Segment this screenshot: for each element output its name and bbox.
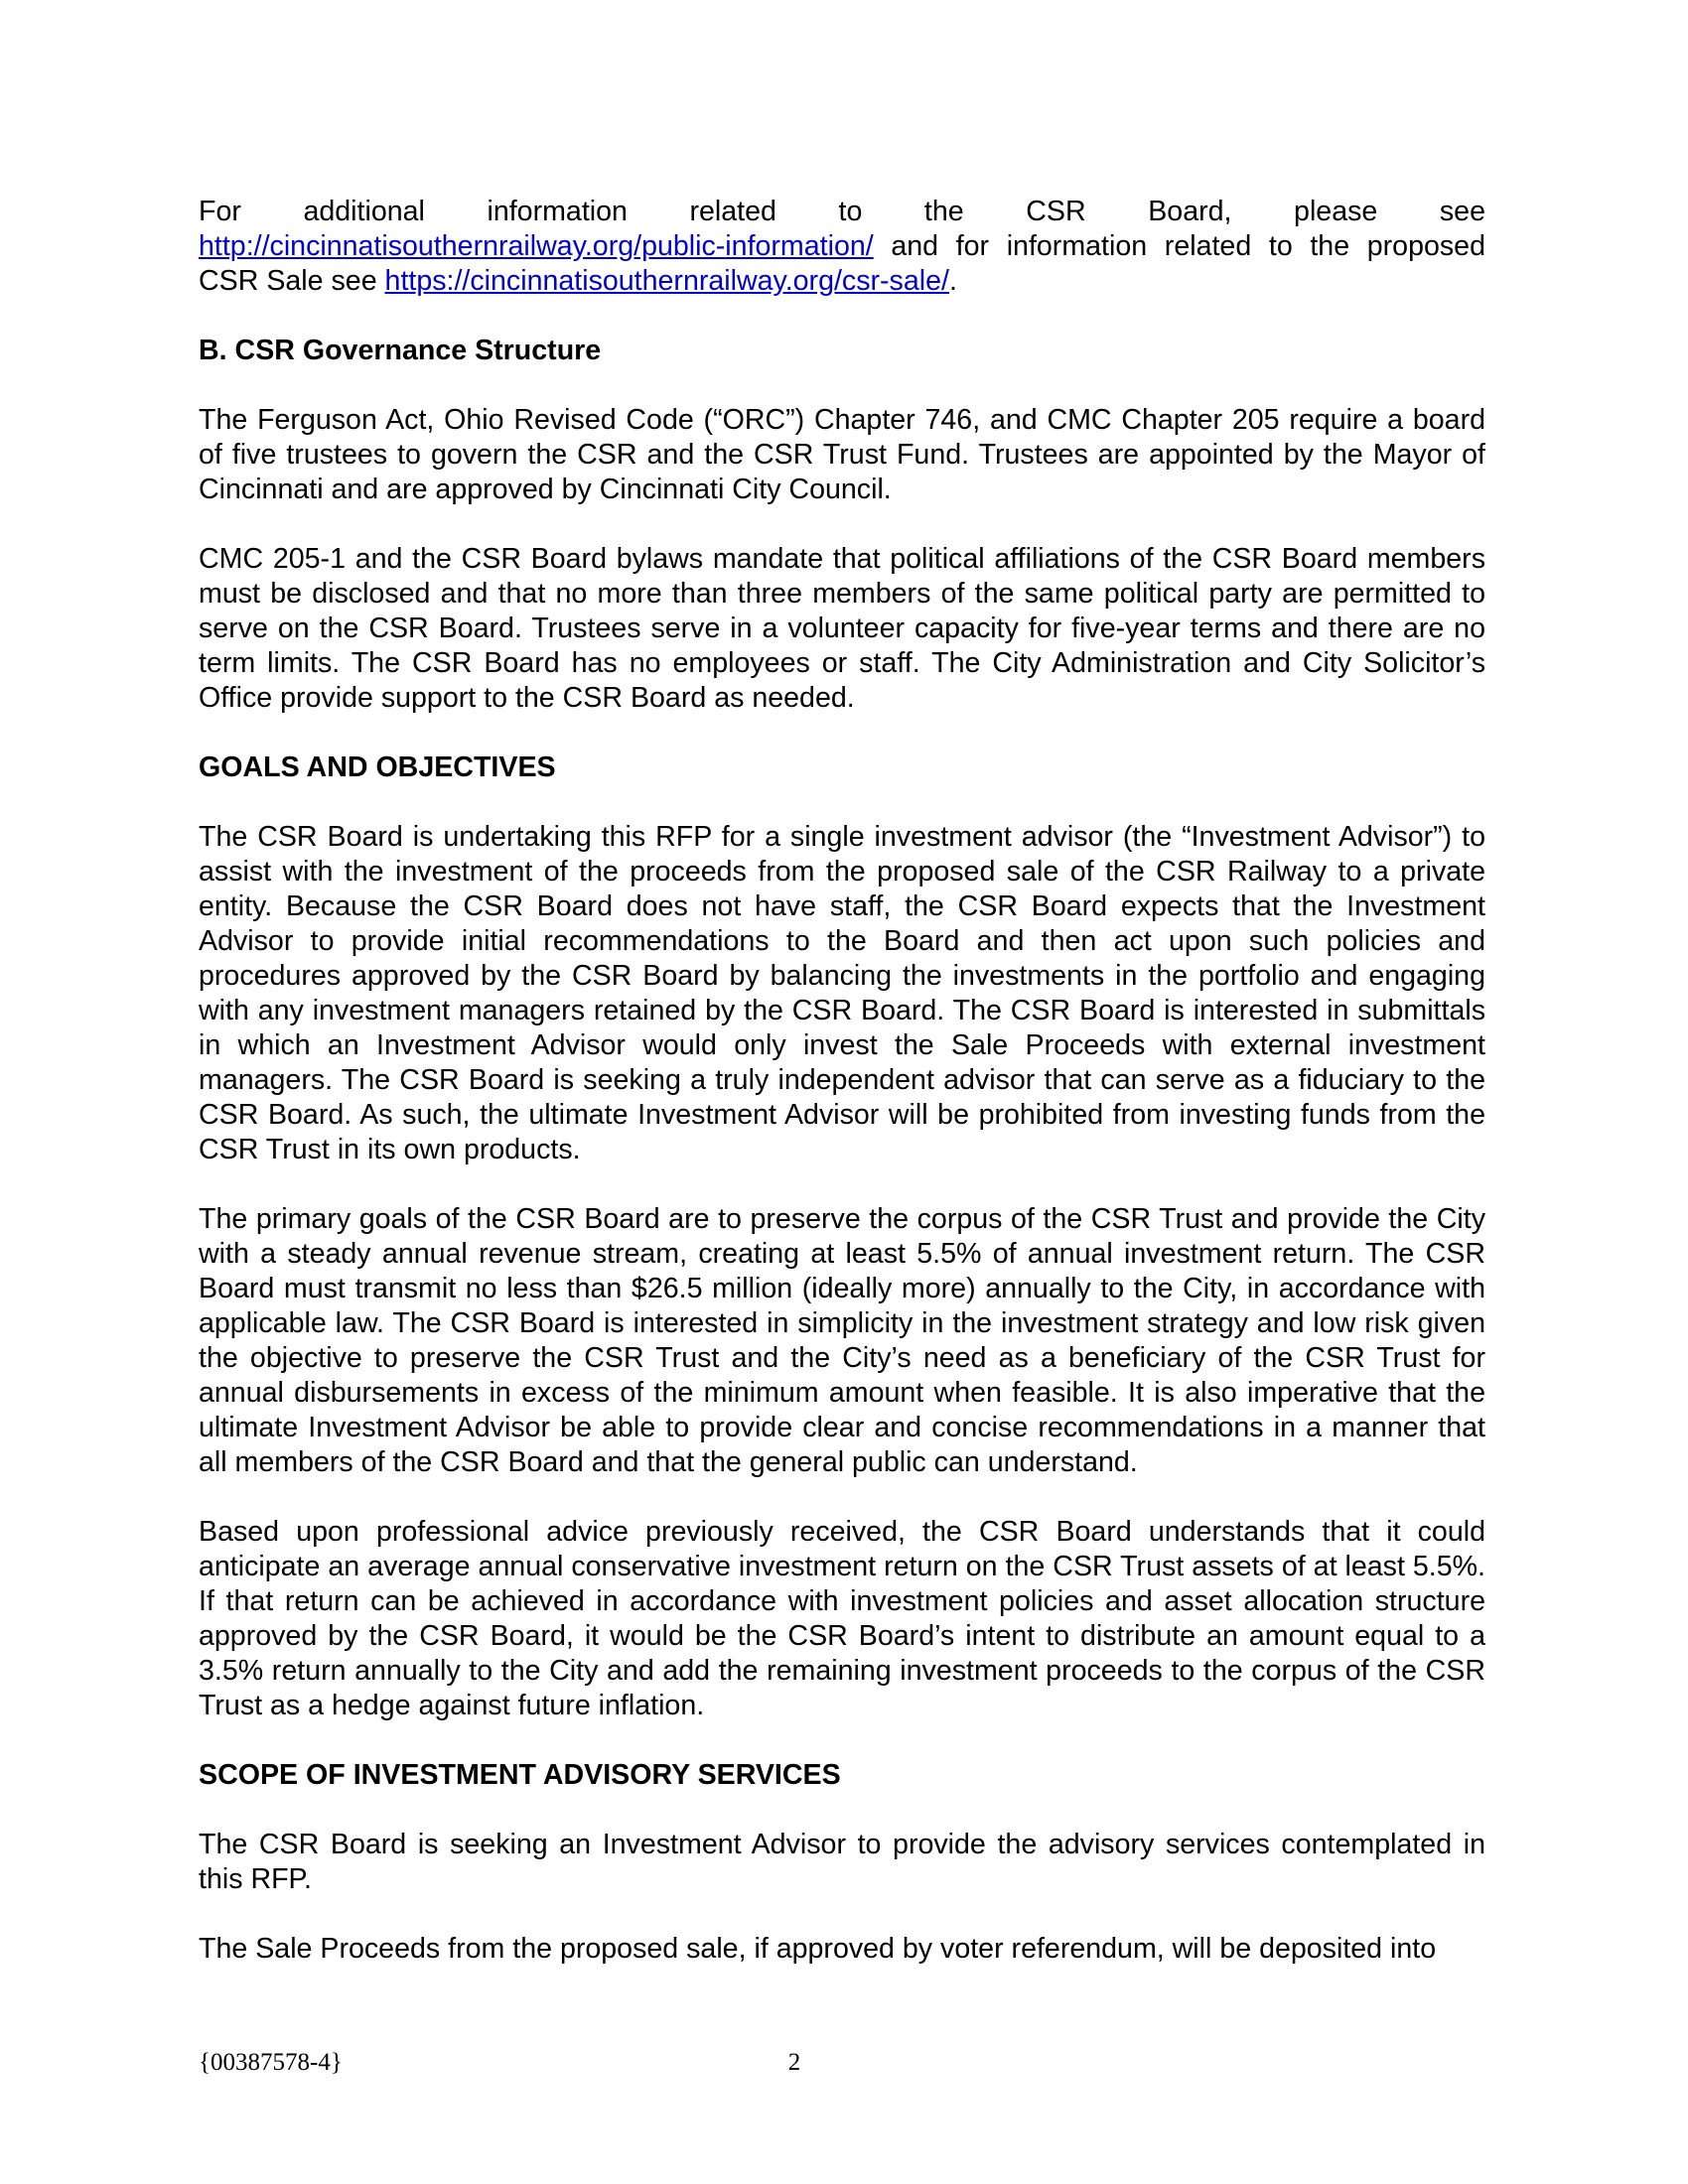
csr-sale-link[interactable]: https://cincinnatisouthernrailway.org/csr-sale/: [384, 265, 949, 297]
heading-governance: B. CSR Governance Structure: [199, 335, 602, 366]
paragraph-governance-1: The Ferguson Act, Ohio Revised Code (“ORC”) Chapter 746, and CMC Chapter 205 require a board of five trustees to govern the CSR and the CSR Trust Fund. Trustees are appointed by the Mayor of Cincinnati and are approved by Cincinnati City Council.: [199, 404, 1485, 505]
paragraph-governance-2: CMC 205-1 and the CSR Board bylaws mandate that political affiliations of the CSR Board members must be disclosed and that no more than three members of the same political party are permitted to serve on the CSR Board. Trustees serve in a volunteer capacity for five-year terms and there are no term limits. The CSR Board has no employees or staff. The City Administration and City Solicitor’s Office provide support to the CSR Board as needed.: [199, 543, 1485, 714]
intro-paragraph: [199, 195, 1485, 299]
paragraph-scope-1: The CSR Board is seeking an Investment Advisor to provide the advisory services contemplated in this RFP.: [199, 1829, 1485, 1895]
paragraph-goals-3: Based upon professional advice previously received, the CSR Board understands that it could anticipate an average annual conservative investment return on the CSR Trust assets of at least 5.5%. If that return can be achieved in accordance with investment policies and asset allocation structure approved by the CSR Board, it would be the CSR Board’s intent to distribute an amount equal to a 3.5% return annually to the City and add the remaining investment proceeds to the corpus of the CSR Trust as a hedge against future inflation.: [199, 1516, 1485, 1721]
intro-text-end: .: [948, 265, 957, 297]
public-information-link[interactable]: http://cincinnatisouthernrailway.org/public-information/: [199, 230, 874, 262]
intro-text-middle: and for information related to the proposed CSR Sale see: [199, 230, 1485, 297]
page-number: 2: [787, 2049, 801, 2076]
document-body: [199, 195, 1485, 2001]
heading-scope: SCOPE OF INVESTMENT ADVISORY SERVICES: [199, 1759, 841, 1791]
paragraph-goals-2: The primary goals of the CSR Board are to preserve the corpus of the CSR Trust and provide the City with a steady annual revenue stream, creating at least 5.5% of annual investment return. The CSR Board must transmit no less than $26.5 million (ideally more) annually to the City, in accordance with applicable law. The CSR Board is interested in simplicity in the investment strategy and low risk given the objective to preserve the CSR Trust and the City’s need as a beneficiary of the CSR Trust for annual disbursements in excess of the minimum amount when feasible. It is also imperative that the ultimate Investment Advisor be able to provide clear and concise recommendations in a manner that all members of the CSR Board and that the general public can understand.: [199, 1203, 1485, 1478]
heading-goals: GOALS AND OBJECTIVES: [199, 751, 556, 783]
paragraph-goals-1: The CSR Board is undertaking this RFP for a single investment advisor (the “Investment Advisor”) to assist with the investment of the proceeds from the proposed sale of the CSR Railway to a private entity. Because the CSR Board does not have staff, the CSR Board expects that the Investment Advisor to provide initial recommendations to the Board and then act upon such policies and procedures approved by the CSR Board by balancing the investments in the portfolio and engaging with any investment managers retained by the CSR Board. The CSR Board is interested in submittals in which an Investment Advisor would only invest the Sale Proceeds with external investment managers. The CSR Board is seeking a truly independent advisor that can serve as a fiduciary to the CSR Board. As such, the ultimate Investment Advisor will be prohibited from investing funds from the CSR Trust in its own products.: [199, 821, 1485, 1165]
document-id: {00387578-4}: [199, 2049, 343, 2076]
paragraph-scope-2: The Sale Proceeds from the proposed sale, if approved by voter referendum, will be deposited into: [199, 1933, 1437, 1965]
intro-text: For additional information related to the CSR Board, please see: [199, 196, 1485, 227]
